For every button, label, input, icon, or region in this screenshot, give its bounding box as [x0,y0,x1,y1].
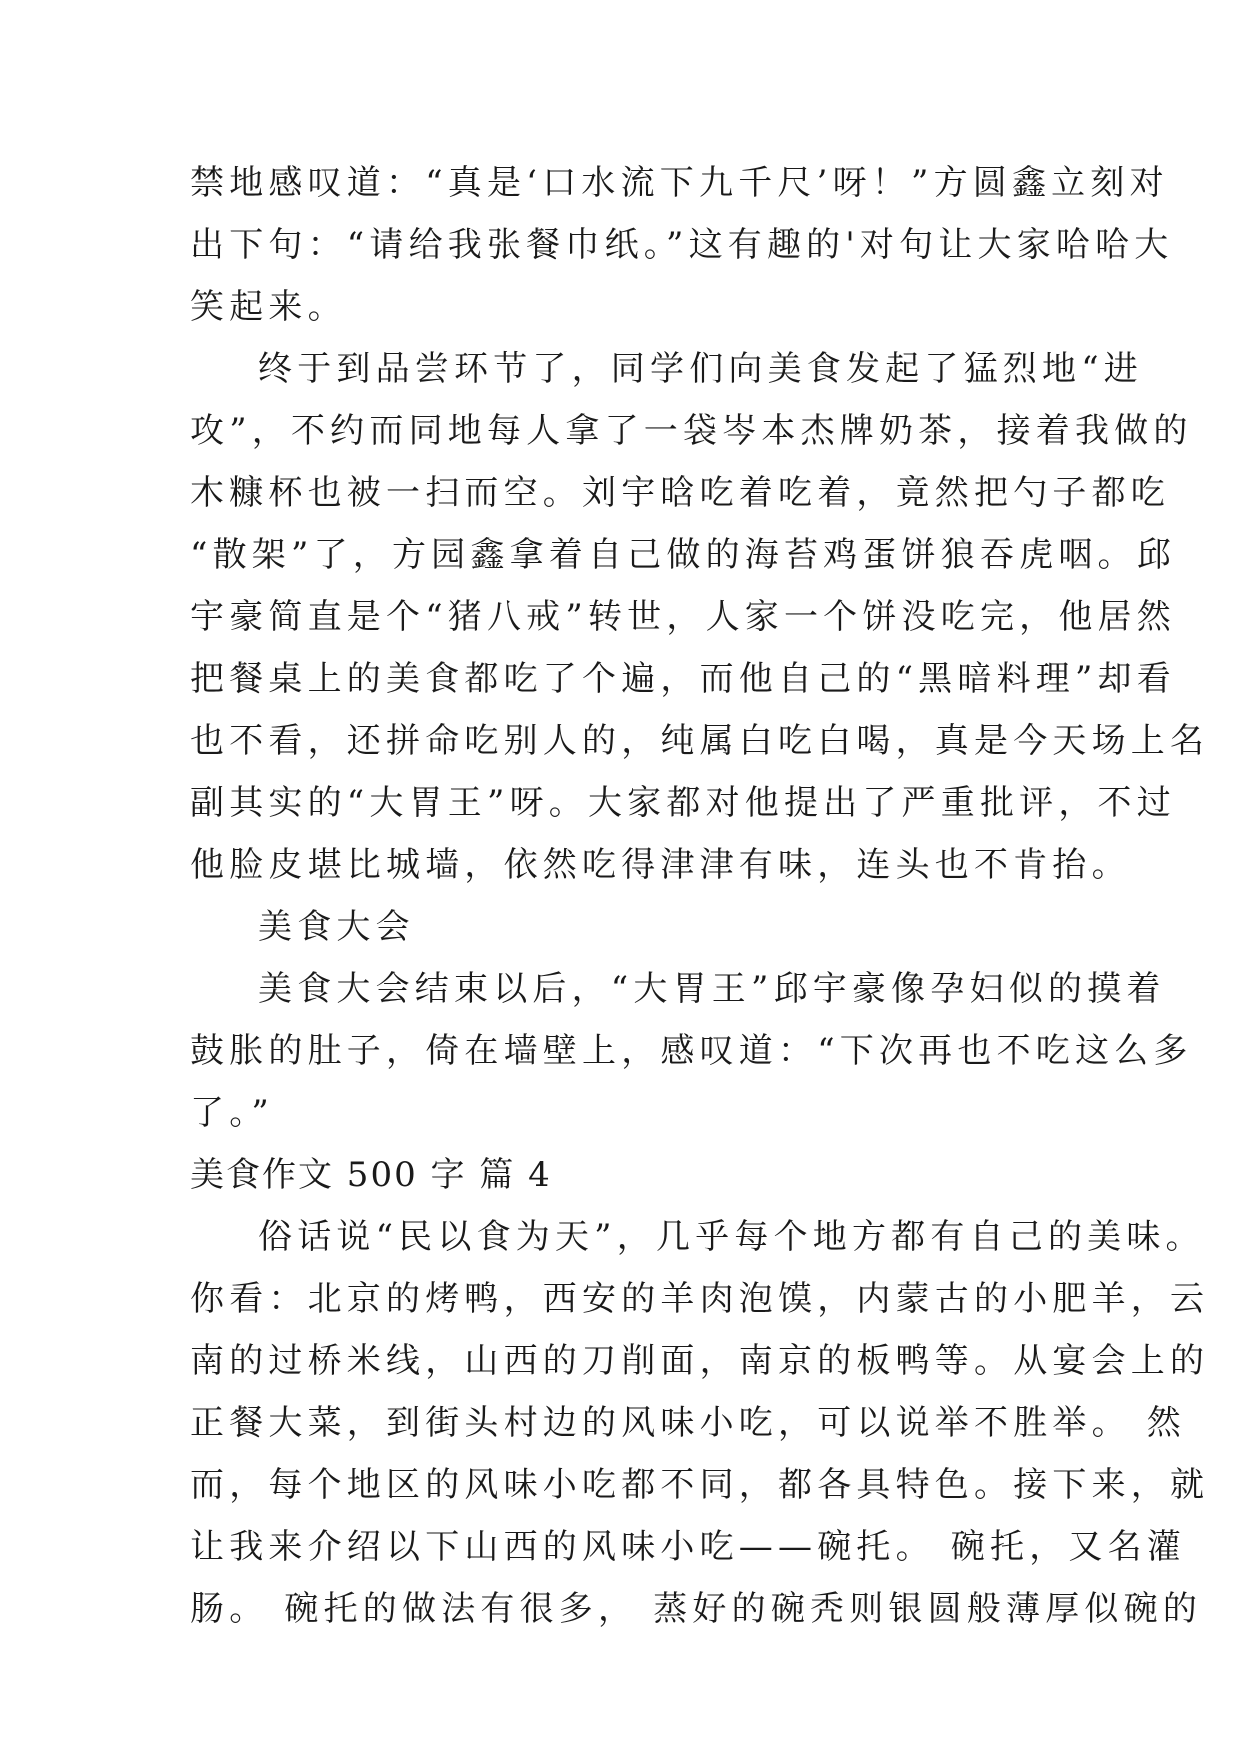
text-line: 让我来介绍以下山西的风味小吃——碗托。 碗托，又名灌 [190,1527,1187,1567]
text-line: 副其实的“大胃王”呀。大家都对他提出了严重批评，不过 [190,783,1176,823]
text-line: 肠。 碗托的做法有很多， 蒸好的碗秃则银圆般薄厚似碗的 [190,1589,1203,1629]
text-line: 终于到品尝环节了，同学们向美食发起了猛烈地“进 [258,349,1143,389]
text-line: 鼓胀的肚子，倚在墙壁上，感叹道：“下次再也不吃这么多 [190,1031,1193,1071]
text-line: 正餐大菜，到街头村边的风味小吃，可以说举不胜举。 然 [190,1403,1187,1443]
text-line: 你看：北京的烤鸭，西安的羊肉泡馍，内蒙古的小肥羊，云 [190,1279,1210,1319]
text-line: 了。” [190,1093,274,1133]
text-line: 美食大会结束以后，“大胃王”邱宇豪像孕妇似的摸着 [258,969,1166,1009]
section-heading: 美食作文 500 字 篇 4 [190,1155,552,1195]
text-line: 南的过桥米线，山西的刀削面，南京的板鸭等。从宴会上的 [190,1341,1210,1381]
text-line: 宇豪简直是个“猪八戒”转世，人家一个饼没吃完，他居然 [190,597,1176,637]
text-line: 他脸皮堪比城墙，依然吃得津津有味，连头也不肯抬。 [190,845,1131,885]
text-line: 禁地感叹道：“真是‘口水流下九千尺’呀！”方圆鑫立刻对 [190,163,1169,203]
text-line: 也不看，还拼命吃别人的，纯属白吃白喝，真是今天场上名 [190,721,1210,761]
text-line: 笑起来。 [190,287,347,327]
text-line: 而，每个地区的风味小吃都不同，都各具特色。接下来，就 [190,1465,1210,1505]
text-line: 出下句：“请给我张餐巾纸。”这有趣的'对句让大家哈哈大 [190,225,1174,265]
text-line: “散架”了，方园鑫拿着自己做的海苔鸡蛋饼狼吞虎咽。邱 [190,535,1176,575]
text-line: 攻”，不约而同地每人拿了一袋岑本杰牌奶茶，接着我做的 [190,411,1193,451]
text-line: 把餐桌上的美食都吃了个遍，而他自己的“黑暗料理”却看 [190,659,1176,699]
text-line: 俗话说“民以食为天”，几乎每个地方都有自己的美味。 [258,1217,1205,1257]
section-subtitle: 美食大会 [258,907,415,947]
text-line: 木糠杯也被一扫而空。刘宇晗吃着吃着，竟然把勺子都吃 [190,473,1170,513]
